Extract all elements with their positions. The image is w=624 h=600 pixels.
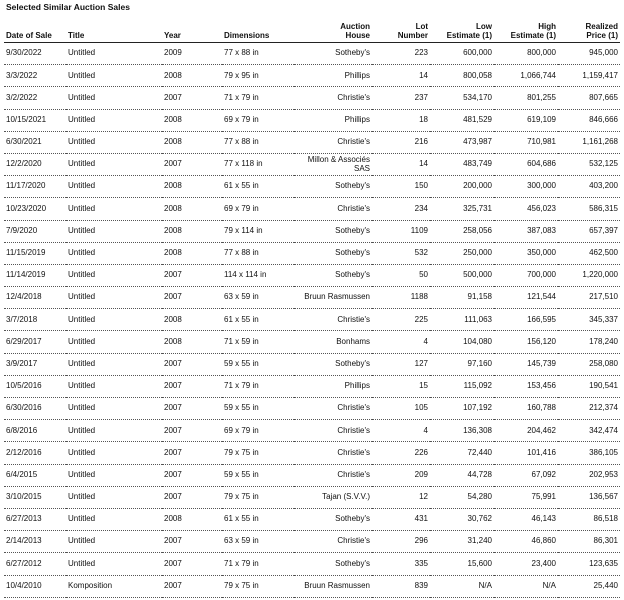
cell-year: 2007: [162, 486, 222, 508]
cell-date: 3/10/2015: [4, 486, 66, 508]
cell-realized-price: 1,220,000: [558, 264, 620, 286]
cell-lot-number: 105: [372, 398, 430, 420]
table-row: [4, 398, 620, 420]
cell-high-estimate: 145,739: [494, 353, 558, 375]
cell-date: 9/30/2022: [4, 43, 66, 65]
cell-dimensions: 77 x 118 in: [222, 153, 294, 175]
cell-auction-house: Sotheby's: [294, 176, 372, 198]
cell-auction-house: Tajan (S.V.V.): [294, 486, 372, 508]
cell-dimensions: 77 x 88 in: [222, 43, 294, 65]
cell-title: Untitled: [66, 464, 162, 486]
header-high-line1: High: [538, 22, 556, 31]
header-low-line2: Estimate (1): [446, 31, 492, 40]
cell-auction-house: Phillips: [294, 375, 372, 397]
cell-low-estimate: 15,600: [430, 553, 494, 575]
cell-title: Untitled: [66, 264, 162, 286]
cell-year: 2008: [162, 331, 222, 353]
header-auction-house: [294, 14, 372, 43]
cell-year: 2007: [162, 575, 222, 597]
cell-high-estimate: 300,000: [494, 176, 558, 198]
header-high-line2: Estimate (1): [510, 31, 556, 40]
table-row: [4, 43, 620, 65]
cell-dimensions: 71 x 59 in: [222, 331, 294, 353]
header-realized-line1: Realized: [585, 22, 618, 31]
cell-realized-price: 86,518: [558, 508, 620, 530]
table-row: [4, 220, 620, 242]
cell-dimensions: 61 x 55 in: [222, 508, 294, 530]
cell-auction-house: Bonhams: [294, 331, 372, 353]
cell-high-estimate: 801,255: [494, 87, 558, 109]
cell-low-estimate: N/A: [430, 575, 494, 597]
header-realized-price: [558, 14, 620, 43]
cell-date: 2/12/2016: [4, 442, 66, 464]
cell-lot-number: 150: [372, 176, 430, 198]
cell-year: 2007: [162, 553, 222, 575]
table-row: [4, 109, 620, 131]
cell-low-estimate: 115,092: [430, 375, 494, 397]
cell-low-estimate: 44,728: [430, 464, 494, 486]
cell-year: 2008: [162, 176, 222, 198]
cell-lot-number: 296: [372, 531, 430, 553]
header-dimensions: Dimensions: [222, 14, 294, 43]
cell-auction-house: Christie's: [294, 420, 372, 442]
cell-date: 3/9/2017: [4, 353, 66, 375]
cell-dimensions: 77 x 88 in: [222, 131, 294, 153]
cell-date: 6/27/2013: [4, 508, 66, 530]
cell-date: 6/30/2016: [4, 398, 66, 420]
cell-low-estimate: 72,440: [430, 442, 494, 464]
cell-lot-number: 532: [372, 242, 430, 264]
cell-date: 2/14/2013: [4, 531, 66, 553]
table-row: [4, 442, 620, 464]
cell-realized-price: 136,567: [558, 486, 620, 508]
cell-dimensions: 63 x 59 in: [222, 531, 294, 553]
cell-low-estimate: 325,731: [430, 198, 494, 220]
table-row: [4, 287, 620, 309]
table-row: [4, 486, 620, 508]
cell-low-estimate: 800,058: [430, 65, 494, 87]
cell-dimensions: 63 x 59 in: [222, 287, 294, 309]
cell-auction-house: Christie's: [294, 198, 372, 220]
cell-year: 2007: [162, 287, 222, 309]
cell-high-estimate: 604,686: [494, 153, 558, 175]
cell-realized-price: 202,953: [558, 464, 620, 486]
header-title: Title: [66, 14, 162, 43]
cell-auction-house: Bruun Rasmussen: [294, 575, 372, 597]
cell-dimensions: 69 x 79 in: [222, 109, 294, 131]
cell-lot-number: 839: [372, 575, 430, 597]
header-low-estimate: [430, 14, 494, 43]
cell-title: Untitled: [66, 242, 162, 264]
cell-lot-number: 335: [372, 553, 430, 575]
header-date: Date of Sale: [4, 14, 66, 43]
cell-date: 6/30/2021: [4, 131, 66, 153]
cell-title: Untitled: [66, 442, 162, 464]
cell-auction-house: Christie's: [294, 464, 372, 486]
cell-title: Untitled: [66, 176, 162, 198]
cell-dimensions: 79 x 75 in: [222, 486, 294, 508]
cell-realized-price: 342,474: [558, 420, 620, 442]
cell-high-estimate: 153,456: [494, 375, 558, 397]
cell-low-estimate: 30,762: [430, 508, 494, 530]
cell-auction-house: Sotheby's: [294, 553, 372, 575]
cell-high-estimate: 1,066,744: [494, 65, 558, 87]
cell-high-estimate: 121,544: [494, 287, 558, 309]
cell-year: 2008: [162, 508, 222, 530]
cell-realized-price: 25,440: [558, 575, 620, 597]
cell-date: 10/15/2021: [4, 109, 66, 131]
cell-realized-price: 86,301: [558, 531, 620, 553]
cell-realized-price: 258,080: [558, 353, 620, 375]
cell-title: Untitled: [66, 353, 162, 375]
cell-date: 6/27/2012: [4, 553, 66, 575]
header-low-line1: Low: [476, 22, 492, 31]
header-high-estimate: [494, 14, 558, 43]
cell-realized-price: 846,666: [558, 109, 620, 131]
table-row: [4, 87, 620, 109]
cell-auction-house: Christie's: [294, 531, 372, 553]
cell-high-estimate: 101,416: [494, 442, 558, 464]
cell-title: Untitled: [66, 65, 162, 87]
cell-high-estimate: 710,981: [494, 131, 558, 153]
cell-lot-number: 18: [372, 109, 430, 131]
cell-dimensions: 71 x 79 in: [222, 87, 294, 109]
cell-low-estimate: 104,080: [430, 331, 494, 353]
cell-date: 3/3/2022: [4, 65, 66, 87]
cell-auction-house: Christie's: [294, 131, 372, 153]
cell-lot-number: 14: [372, 153, 430, 175]
cell-high-estimate: 67,092: [494, 464, 558, 486]
table-row: [4, 353, 620, 375]
cell-date: 3/7/2018: [4, 309, 66, 331]
cell-auction-house: Sotheby's: [294, 353, 372, 375]
cell-low-estimate: 250,000: [430, 242, 494, 264]
table-row: [4, 65, 620, 87]
cell-low-estimate: 500,000: [430, 264, 494, 286]
table-row: [4, 176, 620, 198]
cell-lot-number: 4: [372, 420, 430, 442]
cell-lot-number: 431: [372, 508, 430, 530]
cell-realized-price: 532,125: [558, 153, 620, 175]
cell-high-estimate: 46,860: [494, 531, 558, 553]
table-row: [4, 553, 620, 575]
cell-title: Untitled: [66, 153, 162, 175]
cell-realized-price: 657,397: [558, 220, 620, 242]
cell-date: 3/2/2022: [4, 87, 66, 109]
cell-year: 2009: [162, 43, 222, 65]
cell-title: Untitled: [66, 87, 162, 109]
cell-auction-house: Christie's: [294, 87, 372, 109]
cell-auction-house: Sotheby's: [294, 242, 372, 264]
cell-high-estimate: 619,109: [494, 109, 558, 131]
cell-high-estimate: 204,462: [494, 420, 558, 442]
cell-year: 2007: [162, 464, 222, 486]
cell-dimensions: 77 x 88 in: [222, 242, 294, 264]
cell-lot-number: 209: [372, 464, 430, 486]
cell-year: 2008: [162, 309, 222, 331]
cell-high-estimate: 350,000: [494, 242, 558, 264]
cell-dimensions: 79 x 95 in: [222, 65, 294, 87]
table-row: [4, 198, 620, 220]
cell-low-estimate: 534,170: [430, 87, 494, 109]
cell-title: Untitled: [66, 486, 162, 508]
cell-date: 11/14/2019: [4, 264, 66, 286]
header-auction-house-line2: House: [345, 31, 370, 40]
table-row: [4, 531, 620, 553]
cell-year: 2008: [162, 65, 222, 87]
cell-high-estimate: 456,023: [494, 198, 558, 220]
cell-lot-number: 237: [372, 87, 430, 109]
cell-realized-price: 1,159,417: [558, 65, 620, 87]
cell-realized-price: 945,000: [558, 43, 620, 65]
cell-lot-number: 226: [372, 442, 430, 464]
cell-realized-price: 217,510: [558, 287, 620, 309]
cell-lot-number: 234: [372, 198, 430, 220]
cell-high-estimate: 700,000: [494, 264, 558, 286]
cell-realized-price: 212,374: [558, 398, 620, 420]
table-row: [4, 242, 620, 264]
cell-high-estimate: 166,595: [494, 309, 558, 331]
cell-lot-number: 1109: [372, 220, 430, 242]
cell-auction-house: Sotheby's: [294, 264, 372, 286]
cell-lot-number: 223: [372, 43, 430, 65]
table-body: [4, 43, 620, 598]
cell-title: Komposition: [66, 575, 162, 597]
cell-dimensions: 69 x 79 in: [222, 198, 294, 220]
cell-auction-house: Sotheby's: [294, 220, 372, 242]
cell-year: 2008: [162, 109, 222, 131]
cell-year: 2007: [162, 442, 222, 464]
cell-dimensions: 79 x 75 in: [222, 442, 294, 464]
cell-dimensions: 71 x 79 in: [222, 375, 294, 397]
cell-dimensions: 69 x 79 in: [222, 420, 294, 442]
table-row: [4, 508, 620, 530]
cell-realized-price: 1,161,268: [558, 131, 620, 153]
cell-year: 2007: [162, 398, 222, 420]
cell-title: Untitled: [66, 309, 162, 331]
cell-lot-number: 216: [372, 131, 430, 153]
cell-high-estimate: 23,400: [494, 553, 558, 575]
cell-year: 2007: [162, 375, 222, 397]
table-row: [4, 153, 620, 175]
cell-realized-price: 345,337: [558, 309, 620, 331]
cell-title: Untitled: [66, 220, 162, 242]
cell-low-estimate: 91,158: [430, 287, 494, 309]
cell-dimensions: 79 x 114 in: [222, 220, 294, 242]
header-auction-house-line1: Auction: [340, 22, 370, 31]
cell-low-estimate: 483,749: [430, 153, 494, 175]
cell-lot-number: 14: [372, 65, 430, 87]
auction-sales-table: [4, 14, 620, 598]
cell-title: Untitled: [66, 553, 162, 575]
cell-low-estimate: 473,987: [430, 131, 494, 153]
cell-low-estimate: 600,000: [430, 43, 494, 65]
cell-lot-number: 127: [372, 353, 430, 375]
cell-year: 2008: [162, 198, 222, 220]
cell-high-estimate: 46,143: [494, 508, 558, 530]
header-realized-line2: Price (1): [586, 31, 618, 40]
cell-high-estimate: 387,083: [494, 220, 558, 242]
table-row: [4, 464, 620, 486]
cell-title: Untitled: [66, 287, 162, 309]
cell-dimensions: 114 x 114 in: [222, 264, 294, 286]
cell-title: Untitled: [66, 331, 162, 353]
cell-low-estimate: 481,529: [430, 109, 494, 131]
cell-low-estimate: 54,280: [430, 486, 494, 508]
cell-auction-house: Christie's: [294, 398, 372, 420]
cell-dimensions: 59 x 55 in: [222, 353, 294, 375]
cell-dimensions: 79 x 75 in: [222, 575, 294, 597]
table-row: [4, 131, 620, 153]
cell-title: Untitled: [66, 531, 162, 553]
cell-year: 2008: [162, 242, 222, 264]
cell-lot-number: 15: [372, 375, 430, 397]
header-lot-line1: Lot: [415, 22, 428, 31]
cell-auction-house: Christie's: [294, 309, 372, 331]
cell-realized-price: 178,240: [558, 331, 620, 353]
cell-year: 2007: [162, 420, 222, 442]
cell-title: Untitled: [66, 398, 162, 420]
cell-low-estimate: 31,240: [430, 531, 494, 553]
cell-low-estimate: 107,192: [430, 398, 494, 420]
cell-date: 12/2/2020: [4, 153, 66, 175]
cell-auction-house: Phillips: [294, 65, 372, 87]
cell-year: 2007: [162, 531, 222, 553]
cell-low-estimate: 111,063: [430, 309, 494, 331]
cell-high-estimate: 75,991: [494, 486, 558, 508]
table-row: [4, 264, 620, 286]
table-row: [4, 309, 620, 331]
header-lot-number: [372, 14, 430, 43]
cell-date: 10/23/2020: [4, 198, 66, 220]
cell-date: 6/4/2015: [4, 464, 66, 486]
cell-title: Untitled: [66, 420, 162, 442]
cell-date: 10/4/2010: [4, 575, 66, 597]
cell-lot-number: 4: [372, 331, 430, 353]
cell-lot-number: 225: [372, 309, 430, 331]
cell-auction-house: Sotheby's: [294, 508, 372, 530]
cell-date: 11/15/2019: [4, 242, 66, 264]
table-row: [4, 420, 620, 442]
cell-auction-house: Phillips: [294, 109, 372, 131]
cell-title: Untitled: [66, 131, 162, 153]
table-title: Selected Similar Auction Sales: [6, 2, 130, 12]
cell-date: 10/5/2016: [4, 375, 66, 397]
cell-title: Untitled: [66, 508, 162, 530]
cell-low-estimate: 258,056: [430, 220, 494, 242]
cell-realized-price: 807,665: [558, 87, 620, 109]
table-row: [4, 331, 620, 353]
cell-realized-price: 190,541: [558, 375, 620, 397]
cell-year: 2007: [162, 264, 222, 286]
cell-dimensions: 61 x 55 in: [222, 176, 294, 198]
cell-dimensions: 61 x 55 in: [222, 309, 294, 331]
header-year: Year: [162, 14, 222, 43]
cell-lot-number: 1188: [372, 287, 430, 309]
cell-date: 11/17/2020: [4, 176, 66, 198]
cell-lot-number: 12: [372, 486, 430, 508]
cell-year: 2007: [162, 153, 222, 175]
cell-auction-house: Bruun Rasmussen: [294, 287, 372, 309]
cell-date: 12/4/2018: [4, 287, 66, 309]
table-row: [4, 575, 620, 597]
cell-year: 2007: [162, 87, 222, 109]
header-lot-line2: Number: [397, 31, 428, 40]
cell-year: 2008: [162, 131, 222, 153]
cell-title: Untitled: [66, 375, 162, 397]
cell-high-estimate: 800,000: [494, 43, 558, 65]
cell-date: 7/9/2020: [4, 220, 66, 242]
cell-dimensions: 71 x 79 in: [222, 553, 294, 575]
cell-high-estimate: 160,788: [494, 398, 558, 420]
cell-date: 6/29/2017: [4, 331, 66, 353]
cell-dimensions: 59 x 55 in: [222, 398, 294, 420]
cell-auction-house: Millon & Associés SAS: [294, 153, 372, 175]
cell-lot-number: 50: [372, 264, 430, 286]
cell-title: Untitled: [66, 43, 162, 65]
table-header-row: [4, 14, 620, 43]
cell-realized-price: 586,315: [558, 198, 620, 220]
cell-dimensions: 59 x 55 in: [222, 464, 294, 486]
cell-auction-house: Sotheby's: [294, 43, 372, 65]
cell-title: Untitled: [66, 198, 162, 220]
cell-realized-price: 403,200: [558, 176, 620, 198]
cell-low-estimate: 200,000: [430, 176, 494, 198]
table-row: [4, 375, 620, 397]
cell-realized-price: 386,105: [558, 442, 620, 464]
cell-title: Untitled: [66, 109, 162, 131]
cell-auction-house: Christie's: [294, 442, 372, 464]
cell-realized-price: 462,500: [558, 242, 620, 264]
cell-realized-price: 123,635: [558, 553, 620, 575]
cell-date: 6/8/2016: [4, 420, 66, 442]
cell-low-estimate: 136,308: [430, 420, 494, 442]
cell-year: 2008: [162, 220, 222, 242]
cell-year: 2007: [162, 353, 222, 375]
cell-high-estimate: 156,120: [494, 331, 558, 353]
cell-low-estimate: 97,160: [430, 353, 494, 375]
cell-high-estimate: N/A: [494, 575, 558, 597]
